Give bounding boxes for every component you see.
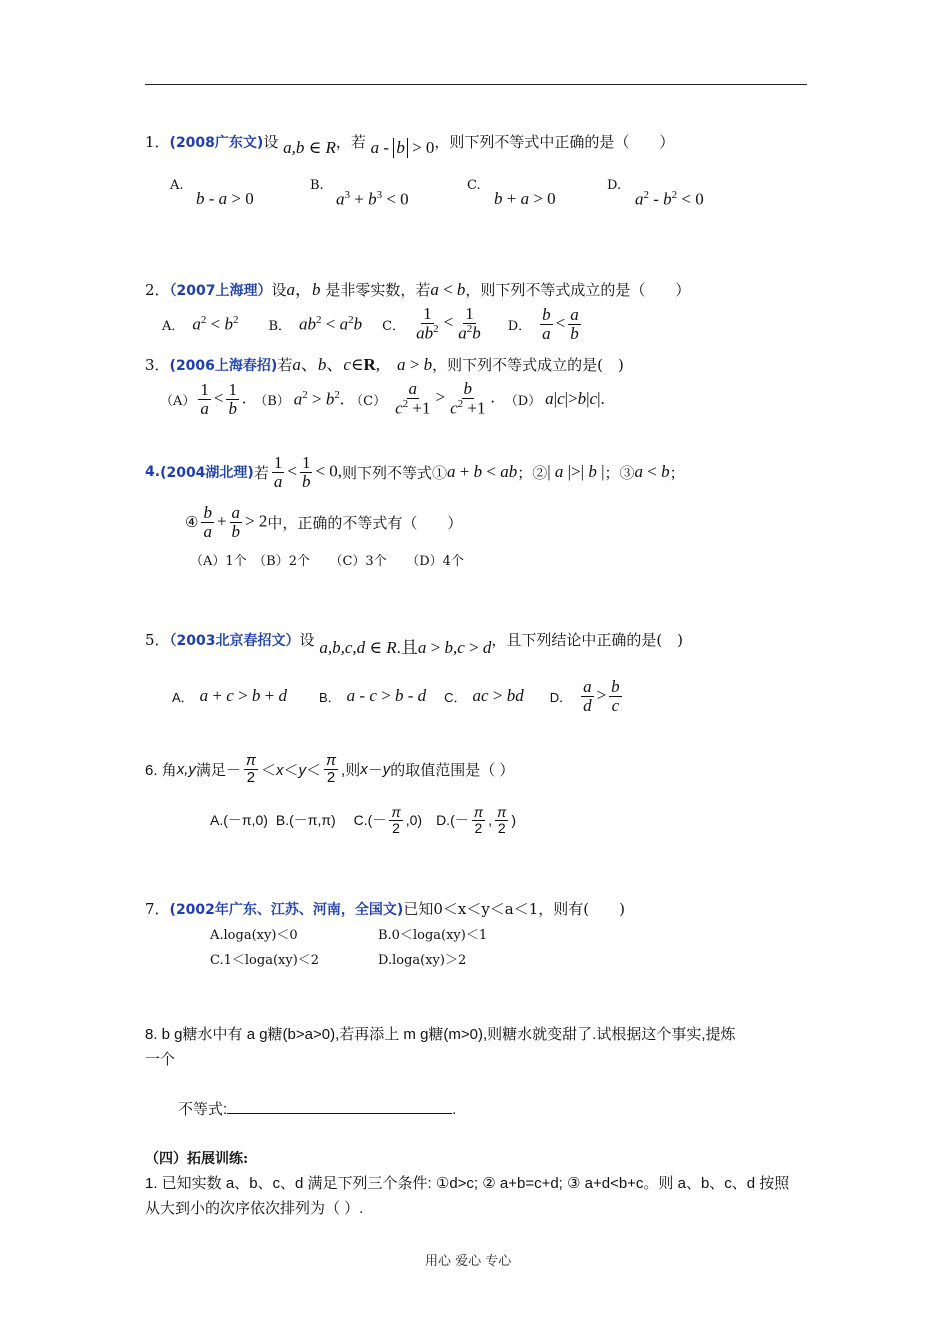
q1-option-d-label: D.: [607, 178, 622, 193]
q6-option-d-frac-2: $\frac{\pi}{2}$: [497, 803, 507, 836]
q2-mid: 是非零实数，若: [325, 281, 431, 299]
q5-option-b: a - c > b - d: [346, 686, 427, 705]
q2-option-d: $\frac{b}{a}$ < $\frac{a}{b}$: [542, 304, 579, 343]
q3-number: 3．: [145, 356, 170, 374]
q3-after: ，则下列不等式成立的是( ): [432, 356, 624, 374]
q1-option-a-label: A.: [170, 178, 184, 193]
q7-option-a: A.loga(xy)＜0: [210, 928, 298, 943]
q7-number: 7．: [145, 900, 170, 918]
q4-after: 则下列不等式①: [342, 463, 448, 482]
q5-option-c: ac > bd: [472, 686, 524, 705]
q6-options: A.(－π,0) B.(－π,π) C.(－ $\frac{\pi}{2}$ ,0) D.(－ $\frac{\pi}{2}$ , $\frac{\pi}{2}$ ): [210, 803, 517, 836]
q5-after: ，且下列结论中正确的是( ): [491, 631, 684, 649]
q3-option-a-label: （A）: [160, 393, 196, 409]
q5-options: [172, 672, 625, 720]
q6-option-c-end: ,0): [405, 812, 423, 828]
q3-options: [160, 375, 605, 423]
q1-number: 1．: [145, 133, 170, 151]
q1-source: (2008广东文): [169, 135, 264, 151]
q1-option-b-label: B.: [310, 178, 324, 193]
q2-option-b: $ab^2 < a^2b$: [299, 313, 363, 334]
q6-option-d-frac-1: $\frac{\pi}{2}$: [473, 803, 484, 836]
q5-option-d: $\frac{a}{d}$ > $\frac{b}{c}$: [583, 676, 620, 715]
question-5-stem: [145, 625, 684, 657]
q8-answer-blank[interactable]: [227, 1099, 452, 1114]
q3-source: (2006上海春招): [169, 358, 278, 374]
q1-after2: ，则下列不等式中正确的是（ ）: [434, 133, 675, 151]
q6-option-b: B.(－π,π): [275, 812, 336, 828]
q3-option-c-label: （C）: [350, 393, 387, 409]
page-footer: 用心 爱心 专心: [425, 1254, 512, 1269]
q6-frac-2: $\frac{\pi}{2}$: [325, 751, 337, 786]
q1-option-c: b + a > 0: [494, 189, 556, 208]
q2-after: ，则下列不等式成立的是（ ）: [465, 281, 691, 299]
q3-option-d-label: （D）: [504, 393, 542, 409]
q6-expr: x: [360, 760, 368, 778]
q3-option-b: $a^2 > b^2$.: [293, 388, 345, 409]
q4-line2-pre: ④: [185, 513, 199, 531]
q7-option-b: B.0＜loga(xy)＜1: [378, 928, 488, 943]
q2-pre: 设: [271, 281, 287, 299]
q5-option-d-label: D．: [549, 689, 573, 705]
q2-options: [162, 300, 584, 348]
q7-after: 已知0＜x＜y＜a＜1，则有( ): [403, 900, 625, 918]
q1-option-d: $a^2 - b^2 < 0$: [635, 189, 704, 209]
q2-option-c-label: C．: [382, 318, 406, 334]
q2-source: （2007上海理）: [169, 283, 272, 299]
q6-option-d-label: D.(－: [436, 812, 469, 828]
q7-source: (2002年广东、江苏、河南，全国文): [169, 902, 404, 918]
q5-option-b-label: B．: [319, 689, 341, 705]
q5-option-c-label: C．: [444, 689, 467, 705]
q1-option-a: b - a > 0: [196, 189, 254, 208]
q4-ineq-1: a + b < ab: [447, 462, 518, 481]
section-question-1-line-1: 1. 已知实数 a、b、c、d 满足下列三个条件: ①d>c; ② a+b=c+d; ③ a+d<b+c。则 a、b、c、d 按照: [145, 1175, 790, 1192]
q8-answer-line: [178, 1098, 456, 1119]
q6-option-d-end: ): [511, 812, 517, 828]
q5-option-a: a + c > b + d: [199, 686, 287, 705]
q4-condition: $\frac{1}{a}$ < $\frac{1}{b}$ < 0,: [273, 452, 343, 491]
q1-formula-2: a - b > 0: [370, 138, 435, 157]
q2-number: 2．: [145, 281, 170, 299]
q1-formula-1: a,b ∈ R: [283, 138, 336, 157]
question-3-stem: [145, 350, 624, 375]
q2-option-a-label: A．: [162, 318, 185, 334]
q4-source: (2004湖北理): [160, 465, 254, 481]
q2-option-b-label: B．: [268, 318, 292, 334]
q6-option-c-frac: $\frac{\pi}{2}$: [391, 803, 401, 836]
q6-frac-1: $\frac{\pi}{2}$: [245, 751, 256, 786]
q4-options: （A）1个 （B）2个 （C）3个 （D）4个: [190, 554, 464, 569]
q1-pre: 设: [263, 133, 279, 151]
q6-text-2: 满足－: [195, 761, 241, 779]
q5-option-a-label: A．: [172, 689, 194, 705]
q3-pre: 若: [277, 356, 293, 374]
question-7-stem: [145, 898, 625, 919]
q8-blank-label: 不等式:: [178, 1101, 228, 1118]
q2-option-d-label: D．: [507, 318, 532, 334]
q5-source: （2003北京春招文）: [169, 633, 300, 649]
q8-blank-end: .: [452, 1101, 457, 1118]
q6-text-4: 的取值范围是（ ）: [390, 761, 515, 779]
q4-end: ；: [669, 463, 685, 482]
q5-condition: a,b,c,d ∈ R.且a > b,c > d: [319, 638, 492, 657]
q1-option-c-label: C.: [467, 178, 481, 193]
q6-text-1: 6. 角: [145, 761, 177, 779]
section-question-1-line-2: 从大到小的次序依次排列为（ ）.: [145, 1200, 364, 1217]
q3-option-c: $\frac{a}{c^2 +1}$ > $\frac{b}{c^2 +1}$ .: [395, 379, 495, 418]
question-1-stem: [145, 131, 675, 157]
q6-option-a: A.(－π,0): [210, 812, 268, 828]
q4-ineq-4: $\frac{b}{a}$ + $\frac{a}{b}$ > 2: [203, 502, 268, 541]
q4-pre: 若: [253, 463, 269, 482]
q5-pre: 设: [299, 631, 315, 649]
question-4-stem: [145, 448, 685, 496]
section-title: （四）拓展训练:: [145, 1151, 249, 1167]
question-8-line-2: 一个: [145, 1051, 176, 1068]
q3-option-b-label: （B）: [254, 393, 290, 409]
question-8-line-1: 8. b g糖水中有 a g糖(b>a>0),若再添上 m g糖(m>0),则糖水就变甜了.试根据这个事实,提炼: [145, 1026, 736, 1043]
q1-option-b: $a^3 + b^3 < 0$: [336, 189, 409, 209]
q4-ineq-2: | a |>| b |: [547, 462, 605, 481]
q3-condition: a、b、c∈R, a > b: [292, 355, 433, 374]
q6-text-3: ,则: [341, 761, 361, 779]
header-rule: [145, 84, 807, 85]
q2-option-a: $a^2 < b^2$: [192, 313, 239, 334]
q1-after: ，若: [335, 133, 366, 151]
q3-option-a: $\frac{1}{a}$ < $\frac{1}{b}$ .: [200, 379, 247, 418]
q6-option-c-label: C.(－: [353, 812, 387, 828]
q7-option-d: D.loga(xy)＞2: [378, 953, 467, 968]
q4-s2: ；②: [517, 463, 548, 482]
q4-ineq-3: a < b: [634, 462, 670, 481]
q3-option-d: a|c|>b|c|.: [545, 389, 605, 408]
q5-number: 5．: [145, 631, 170, 649]
q4-number: 4.: [145, 464, 161, 480]
q6-vars: x,y: [176, 760, 196, 778]
q4-s3: ；③: [604, 463, 635, 482]
q2-option-c: $\frac{1}{ab^2}$ < $\frac{1}{a^2b}$: [416, 304, 481, 343]
q4-line-2: [185, 498, 462, 546]
question-6-stem: 6. 角 x,y 满足－ $\frac{\pi}{2}$ ＜x＜y＜ $\frac{\pi}{2}$ ,则 x － y 的取值范围是（ ）: [145, 751, 515, 786]
q7-option-c: C.1＜loga(xy)＜2: [210, 953, 320, 968]
q2-vars: a，b: [286, 280, 321, 299]
q2-condition: a < b: [430, 280, 466, 299]
q4-line2-post: 中，正确的不等式有（ ）: [267, 513, 463, 532]
question-2-stem: [145, 275, 690, 300]
